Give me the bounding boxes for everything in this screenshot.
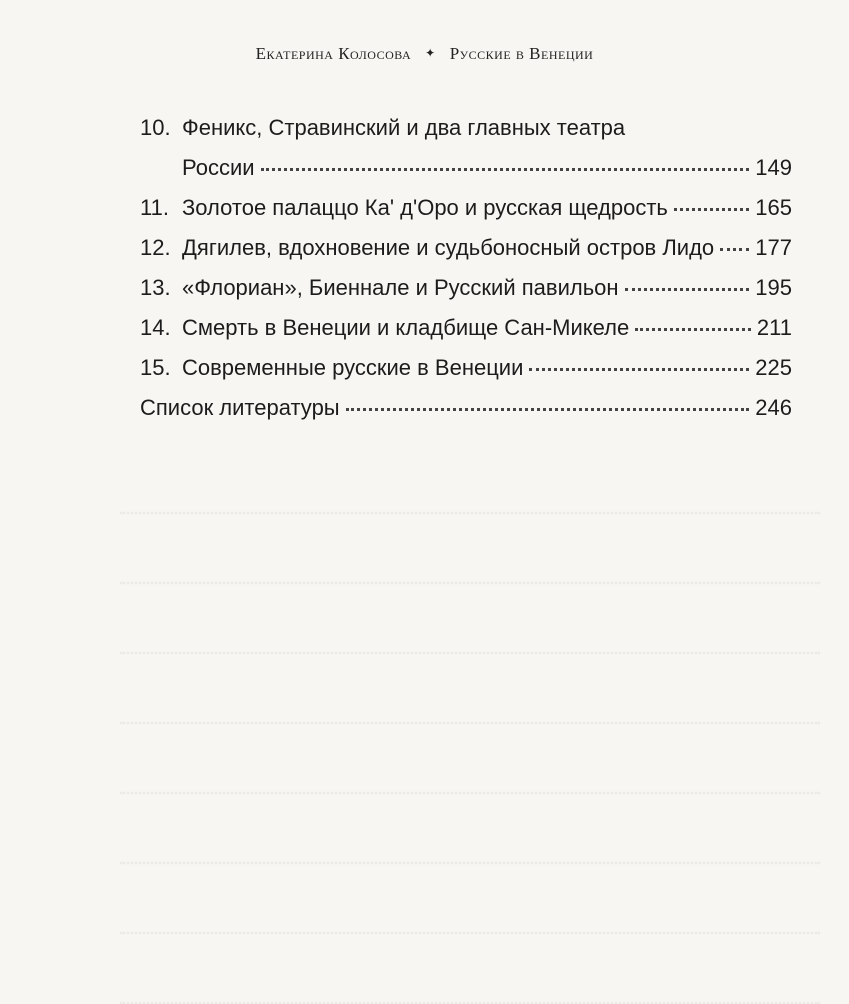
toc-entry-number: 15.: [140, 355, 171, 380]
dot-leader: [346, 407, 750, 411]
dot-leader: [261, 167, 750, 171]
toc-entry-number: 12.: [140, 235, 171, 260]
dot-leader: [674, 207, 749, 211]
toc-entry-title: Смерть в Венеции и кладбище Сан-Микеле: [182, 315, 630, 340]
toc-entry-title: Список литературы: [140, 395, 340, 420]
toc-entry-bibliography: [140, 388, 792, 428]
toc-entry-14: [140, 308, 792, 348]
toc-entry-page: 165: [755, 195, 792, 220]
toc-entry-number: 10.: [140, 115, 171, 140]
toc-entry-title-continued: России: [182, 155, 255, 180]
toc-entry-10: [140, 108, 792, 188]
toc-entry-page: 211: [756, 315, 792, 340]
dot-leader: [720, 247, 749, 251]
toc-entry-title: Золотое палаццо Ка' д'Оро и русская щедрость: [182, 195, 668, 220]
toc-entry-page: 195: [755, 275, 792, 300]
bleed-through-text: [120, 470, 820, 990]
toc-entry-page: 149: [755, 155, 792, 180]
toc-entry-12: [140, 228, 792, 268]
header-book-title: Русские в Венеции: [449, 44, 594, 63]
toc-entry-title: Современные русские в Венеции: [182, 355, 524, 380]
dot-leader: [635, 327, 751, 331]
toc-entry-number: 14.: [140, 315, 171, 340]
table-of-contents: [140, 108, 792, 428]
toc-entry-title: Дягилев, вдохновение и судьбоносный остров Лидо: [182, 235, 715, 260]
toc-entry-title: «Флориан», Биеннале и Русский павильон: [182, 275, 619, 300]
toc-entry-page: 225: [755, 355, 792, 380]
running-header: [0, 44, 849, 64]
dot-leader: [625, 287, 750, 291]
header-author: Екатерина Колосова: [255, 44, 412, 63]
dot-leader: [529, 367, 749, 371]
toc-entry-number: 13.: [140, 275, 171, 300]
toc-entry-15: [140, 348, 792, 388]
header-separator: ✦: [425, 46, 436, 60]
toc-entry-page: 246: [755, 395, 792, 420]
toc-entry-title: Феникс, Стравинский и два главных театра: [182, 115, 626, 140]
toc-entry-13: [140, 268, 792, 308]
toc-entry-11: [140, 188, 792, 228]
toc-entry-number: 11.: [140, 195, 169, 220]
toc-entry-page: 177: [755, 235, 792, 260]
